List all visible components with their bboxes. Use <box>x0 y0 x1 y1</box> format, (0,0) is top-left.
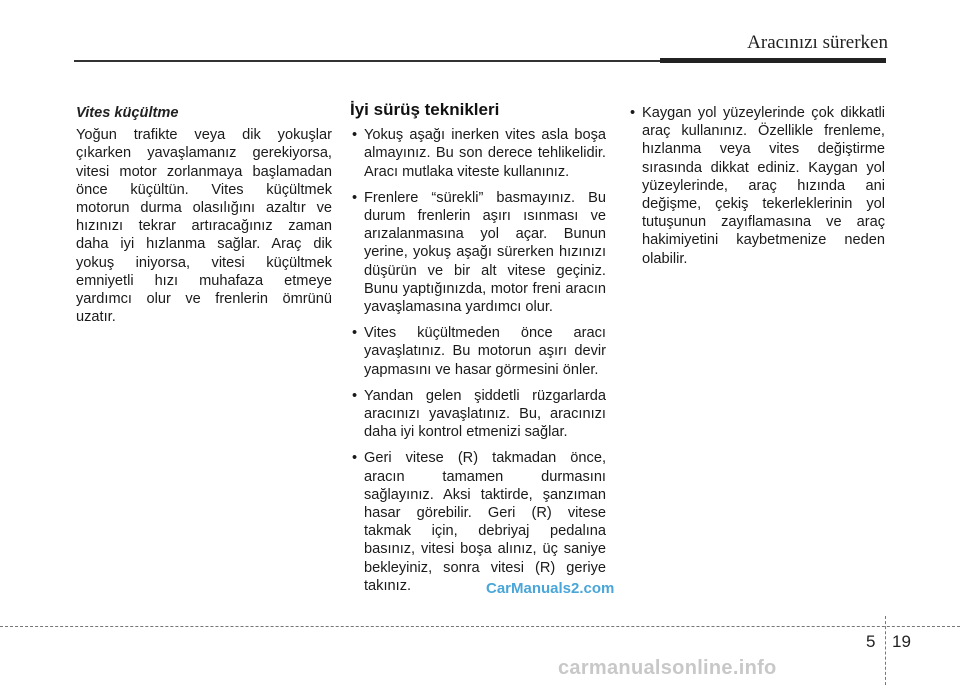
bullet-icon: • <box>630 105 636 121</box>
list-item <box>628 104 885 268</box>
list-item-text: Kaygan yol yüzeylerinde çok dikkatli araç kullanınız. Özellikle frenleme, hızlanma veya vites değiştirme sırasında dikkat ediniz. Kaygan yol yüzeylerinde, araç hızında ani değişme, çekiş tekerleklerinin yol tutuşunun zayıflamasına ve araç hakimiyetini kaybetmenize neden olabilir. <box>642 105 885 267</box>
list-item <box>350 324 606 379</box>
bullet-icon: • <box>352 450 358 467</box>
body-paragraph: Yoğun trafikte veya dik yokuşlar çıkarken yavaşlamanız gerekiyorsa, vitesi motor zorlanmaya başlamadan önce küçültün. Vites küçültmek motorun durma olasılığını azaltır ve hızınızı tekrar artıracağınız zaman daha iyi hızlanma sağlar. Araç dik yokuş iniyorsa, vitesi küçültmek emniyetli hızı muhafaza etmeye yardımcı olur ve frenlerin ömrünü uzatır. <box>76 127 332 326</box>
list-item-text: Yandan gelen şiddetli rüzgarlarda aracınızı yavaşlatınız. Bu, aracınızı daha iyi kontrol etmenizi sağlar. <box>364 387 606 441</box>
list-item-text: Geri vitese (R) takmadan önce, aracın tamamen durmasını sağlayınız. Aksi taktirde, şanzıman hasar görebilir. Geri (R) vitese takmak için, debriyaj pedalına basınız, vitesi boşa alınız, üç saniye bekleyiniz, sonra vitesi (R) geriye takınız. <box>364 450 606 594</box>
bullet-icon: • <box>352 387 358 404</box>
tips-list-continued <box>628 104 885 268</box>
list-item-text: Yokuş aşağı inerken vites asla boşa almayınız. Bu son derece tehlikelidir. Aracı mutlaka viteste kullanınız. <box>364 127 606 180</box>
site-watermark: carmanualsonline.info <box>558 657 777 679</box>
section-title: İyi sürüş teknikleri <box>350 100 500 119</box>
page-number: 19 <box>892 632 911 651</box>
watermark-link[interactable]: CarManuals2.com <box>486 580 615 597</box>
list-item <box>350 189 606 316</box>
tips-list <box>350 126 606 595</box>
right-column <box>628 104 885 276</box>
middle-column <box>350 100 606 603</box>
left-column <box>76 104 332 326</box>
bullet-icon: • <box>352 325 358 342</box>
header-rule <box>74 60 886 62</box>
list-item <box>350 126 606 181</box>
list-item <box>350 449 606 595</box>
section-subtitle: Vites küçültme <box>76 105 179 121</box>
list-item <box>350 387 606 442</box>
list-item-text: Vites küçültmeden önce aracı yavaşlatınız. Bu motorun aşırı devir yapmasını ve hasar görmesini önler. <box>364 325 606 378</box>
footer-divider <box>885 616 886 685</box>
chapter-header-title: Aracınızı sürerken <box>747 32 888 53</box>
footer-rule <box>0 626 960 627</box>
chapter-number: 5 <box>866 632 876 651</box>
list-item-text: Frenlere “sürekli” basmayınız. Bu durum frenlerin aşırı ısınması ve arızalanmasına yol açar. Bunun yerine, yokuş aşağı sürerken hızınızı düşürün ve bir alt vitese geçiniz. Bunu yaptığınızda, motor freni aracın yavaşlamasına yardımcı olur. <box>364 189 606 316</box>
header-rule-accent <box>660 58 886 63</box>
bullet-icon: • <box>352 189 358 206</box>
bullet-icon: • <box>352 127 358 144</box>
